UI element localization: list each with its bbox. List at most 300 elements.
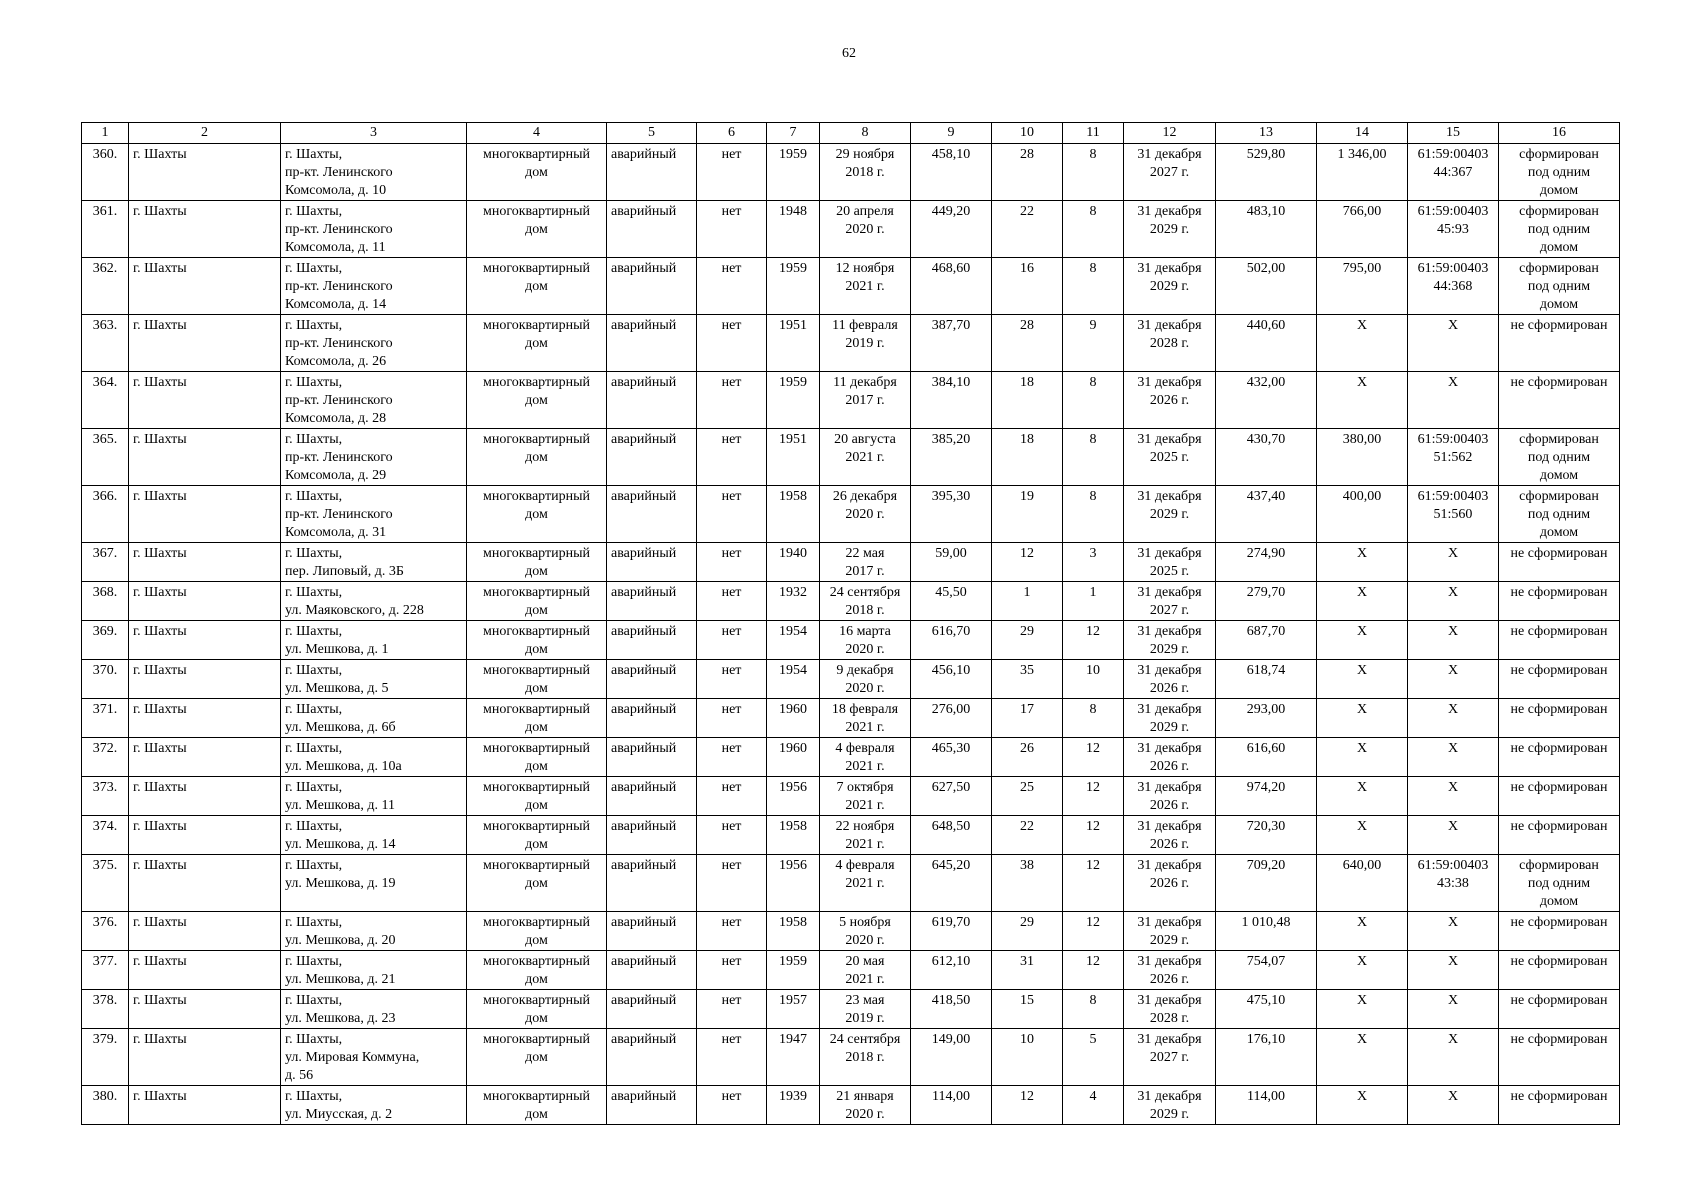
cadastral-number-cell: 61:59:00403 44:368: [1408, 258, 1499, 315]
value-cell: 687,70: [1216, 621, 1317, 660]
area-cell: 276,00: [911, 699, 992, 738]
land-status-cell: не сформирован: [1499, 777, 1620, 816]
year-cell: 1957: [767, 990, 820, 1029]
city-cell: г. Шахты: [129, 144, 281, 201]
deadline-cell: 31 декабря 2026 г.: [1124, 660, 1216, 699]
cadastral-number-cell: X: [1408, 315, 1499, 372]
apartments-cell: 8: [1063, 144, 1124, 201]
year-cell: 1948: [767, 201, 820, 258]
apartments-cell: 12: [1063, 951, 1124, 990]
address-cell: г. Шахты, пер. Липовый, д. 3Б: [281, 543, 467, 582]
date-cell: 22 мая 2017 г.: [820, 543, 911, 582]
deadline-cell: 31 декабря 2028 г.: [1124, 990, 1216, 1029]
building-type-cell: многоквартирный дом: [467, 990, 607, 1029]
apartments-cell: 8: [1063, 258, 1124, 315]
year-cell: 1959: [767, 258, 820, 315]
land-area-cell: 380,00: [1317, 429, 1408, 486]
column-header: 15: [1408, 123, 1499, 144]
land-status-cell: не сформирован: [1499, 990, 1620, 1029]
cadastral-number-cell: X: [1408, 660, 1499, 699]
flag-cell: нет: [697, 429, 767, 486]
value-cell: 483,10: [1216, 201, 1317, 258]
deadline-cell: 31 декабря 2026 г.: [1124, 372, 1216, 429]
value-cell: 754,07: [1216, 951, 1317, 990]
land-status-cell: сформирован под одним домом: [1499, 144, 1620, 201]
land-status-cell: не сформирован: [1499, 372, 1620, 429]
row-number: 370.: [82, 660, 129, 699]
cadastral-number-cell: X: [1408, 699, 1499, 738]
city-cell: г. Шахты: [129, 912, 281, 951]
city-cell: г. Шахты: [129, 429, 281, 486]
date-cell: 20 апреля 2020 г.: [820, 201, 911, 258]
building-type-cell: многоквартирный дом: [467, 201, 607, 258]
condition-cell: аварийный: [607, 315, 697, 372]
city-cell: г. Шахты: [129, 621, 281, 660]
building-type-cell: многоквартирный дом: [467, 372, 607, 429]
condition-cell: аварийный: [607, 582, 697, 621]
area-cell: 619,70: [911, 912, 992, 951]
deadline-cell: 31 декабря 2029 г.: [1124, 1086, 1216, 1125]
address-cell: г. Шахты, ул. Мешкова, д. 6б: [281, 699, 467, 738]
address-cell: г. Шахты, пр-кт. Ленинского Комсомола, д. 28: [281, 372, 467, 429]
residents-cell: 25: [992, 777, 1063, 816]
apartments-cell: 1: [1063, 582, 1124, 621]
residents-cell: 17: [992, 699, 1063, 738]
row-number: 363.: [82, 315, 129, 372]
date-cell: 23 мая 2019 г.: [820, 990, 911, 1029]
date-cell: 21 января 2020 г.: [820, 1086, 911, 1125]
condition-cell: аварийный: [607, 738, 697, 777]
deadline-cell: 31 декабря 2028 г.: [1124, 315, 1216, 372]
building-type-cell: многоквартирный дом: [467, 1029, 607, 1086]
apartments-cell: 12: [1063, 621, 1124, 660]
value-cell: 529,80: [1216, 144, 1317, 201]
column-header: 2: [129, 123, 281, 144]
building-type-cell: многоквартирный дом: [467, 621, 607, 660]
cadastral-number-cell: X: [1408, 1086, 1499, 1125]
apartments-cell: 5: [1063, 1029, 1124, 1086]
cadastral-number-cell: 61:59:00403 45:93: [1408, 201, 1499, 258]
deadline-cell: 31 декабря 2025 г.: [1124, 543, 1216, 582]
land-status-cell: не сформирован: [1499, 816, 1620, 855]
deadline-cell: 31 декабря 2027 г.: [1124, 144, 1216, 201]
value-cell: 720,30: [1216, 816, 1317, 855]
flag-cell: нет: [697, 486, 767, 543]
area-cell: 45,50: [911, 582, 992, 621]
city-cell: г. Шахты: [129, 738, 281, 777]
area-cell: 465,30: [911, 738, 992, 777]
year-cell: 1932: [767, 582, 820, 621]
area-cell: 114,00: [911, 1086, 992, 1125]
row-number: 371.: [82, 699, 129, 738]
address-cell: г. Шахты, ул. Мешкова, д. 1: [281, 621, 467, 660]
building-type-cell: многоквартирный дом: [467, 429, 607, 486]
address-cell: г. Шахты, ул. Мешкова, д. 10а: [281, 738, 467, 777]
building-type-cell: многоквартирный дом: [467, 258, 607, 315]
apartments-cell: 8: [1063, 372, 1124, 429]
year-cell: 1959: [767, 372, 820, 429]
date-cell: 4 февраля 2021 г.: [820, 855, 911, 912]
column-header: 4: [467, 123, 607, 144]
residents-cell: 12: [992, 1086, 1063, 1125]
land-status-cell: не сформирован: [1499, 912, 1620, 951]
residents-cell: 22: [992, 201, 1063, 258]
land-status-cell: не сформирован: [1499, 699, 1620, 738]
area-cell: 149,00: [911, 1029, 992, 1086]
value-cell: 279,70: [1216, 582, 1317, 621]
column-header: 10: [992, 123, 1063, 144]
row-number: 380.: [82, 1086, 129, 1125]
deadline-cell: 31 декабря 2029 г.: [1124, 621, 1216, 660]
condition-cell: аварийный: [607, 144, 697, 201]
land-status-cell: не сформирован: [1499, 1086, 1620, 1125]
row-number: 379.: [82, 1029, 129, 1086]
row-number: 372.: [82, 738, 129, 777]
row-number: 378.: [82, 990, 129, 1029]
table-row: [82, 582, 1620, 621]
cadastral-number-cell: X: [1408, 621, 1499, 660]
column-header: 12: [1124, 123, 1216, 144]
building-type-cell: многоквартирный дом: [467, 912, 607, 951]
address-cell: г. Шахты, ул. Мешкова, д. 21: [281, 951, 467, 990]
area-cell: 384,10: [911, 372, 992, 429]
value-cell: 430,70: [1216, 429, 1317, 486]
cadastral-number-cell: X: [1408, 777, 1499, 816]
row-number: 369.: [82, 621, 129, 660]
value-cell: 974,20: [1216, 777, 1317, 816]
building-type-cell: многоквартирный дом: [467, 660, 607, 699]
city-cell: г. Шахты: [129, 372, 281, 429]
cadastral-number-cell: 61:59:00403 44:367: [1408, 144, 1499, 201]
apartments-cell: 12: [1063, 777, 1124, 816]
city-cell: г. Шахты: [129, 543, 281, 582]
condition-cell: аварийный: [607, 855, 697, 912]
address-cell: г. Шахты, ул. Маяковского, д. 228: [281, 582, 467, 621]
land-status-cell: не сформирован: [1499, 621, 1620, 660]
table-row: [82, 315, 1620, 372]
building-type-cell: многоквартирный дом: [467, 1086, 607, 1125]
column-header: 7: [767, 123, 820, 144]
row-number: 362.: [82, 258, 129, 315]
year-cell: 1954: [767, 660, 820, 699]
condition-cell: аварийный: [607, 1086, 697, 1125]
date-cell: 5 ноября 2020 г.: [820, 912, 911, 951]
row-number: 377.: [82, 951, 129, 990]
building-type-cell: многоквартирный дом: [467, 855, 607, 912]
building-type-cell: многоквартирный дом: [467, 486, 607, 543]
table-row: [82, 486, 1620, 543]
column-header: 6: [697, 123, 767, 144]
condition-cell: аварийный: [607, 621, 697, 660]
column-header: 13: [1216, 123, 1317, 144]
flag-cell: нет: [697, 1086, 767, 1125]
building-type-cell: многоквартирный дом: [467, 777, 607, 816]
residents-cell: 12: [992, 543, 1063, 582]
area-cell: 449,20: [911, 201, 992, 258]
land-status-cell: не сформирован: [1499, 738, 1620, 777]
residents-cell: 35: [992, 660, 1063, 699]
building-type-cell: многоквартирный дом: [467, 582, 607, 621]
row-number: 361.: [82, 201, 129, 258]
city-cell: г. Шахты: [129, 486, 281, 543]
city-cell: г. Шахты: [129, 816, 281, 855]
address-cell: г. Шахты, ул. Мешкова, д. 20: [281, 912, 467, 951]
building-type-cell: многоквартирный дом: [467, 144, 607, 201]
flag-cell: нет: [697, 315, 767, 372]
address-cell: г. Шахты, ул. Миусская, д. 2: [281, 1086, 467, 1125]
land-area-cell: X: [1317, 582, 1408, 621]
land-area-cell: X: [1317, 816, 1408, 855]
value-cell: 475,10: [1216, 990, 1317, 1029]
column-header: 3: [281, 123, 467, 144]
area-cell: 456,10: [911, 660, 992, 699]
condition-cell: аварийный: [607, 912, 697, 951]
flag-cell: нет: [697, 816, 767, 855]
date-cell: 11 февраля 2019 г.: [820, 315, 911, 372]
column-header: 8: [820, 123, 911, 144]
column-header: 14: [1317, 123, 1408, 144]
deadline-cell: 31 декабря 2029 г.: [1124, 912, 1216, 951]
table-row: [82, 699, 1620, 738]
address-cell: г. Шахты, ул. Мешкова, д. 19: [281, 855, 467, 912]
city-cell: г. Шахты: [129, 201, 281, 258]
city-cell: г. Шахты: [129, 1029, 281, 1086]
row-number: 367.: [82, 543, 129, 582]
value-cell: 618,74: [1216, 660, 1317, 699]
cadastral-number-cell: 61:59:00403 43:38: [1408, 855, 1499, 912]
flag-cell: нет: [697, 855, 767, 912]
apartments-cell: 8: [1063, 486, 1124, 543]
year-cell: 1958: [767, 912, 820, 951]
flag-cell: нет: [697, 258, 767, 315]
date-cell: 20 мая 2021 г.: [820, 951, 911, 990]
year-cell: 1947: [767, 1029, 820, 1086]
cadastral-number-cell: X: [1408, 543, 1499, 582]
table-row: [82, 372, 1620, 429]
cadastral-number-cell: X: [1408, 816, 1499, 855]
flag-cell: нет: [697, 621, 767, 660]
city-cell: г. Шахты: [129, 855, 281, 912]
area-cell: 385,20: [911, 429, 992, 486]
land-area-cell: X: [1317, 738, 1408, 777]
residents-cell: 1: [992, 582, 1063, 621]
flag-cell: нет: [697, 951, 767, 990]
table-row: [82, 1086, 1620, 1125]
page-number: 62: [842, 46, 856, 61]
land-area-cell: X: [1317, 699, 1408, 738]
table-row: [82, 660, 1620, 699]
address-cell: г. Шахты, ул. Мировая Коммуна, д. 56: [281, 1029, 467, 1086]
table-row: [82, 738, 1620, 777]
condition-cell: аварийный: [607, 543, 697, 582]
deadline-cell: 31 декабря 2027 г.: [1124, 1029, 1216, 1086]
date-cell: 11 декабря 2017 г.: [820, 372, 911, 429]
date-cell: 29 ноября 2018 г.: [820, 144, 911, 201]
table-header: [82, 123, 1620, 144]
area-cell: 648,50: [911, 816, 992, 855]
land-area-cell: X: [1317, 777, 1408, 816]
building-type-cell: многоквартирный дом: [467, 738, 607, 777]
condition-cell: аварийный: [607, 372, 697, 429]
column-header: 5: [607, 123, 697, 144]
address-cell: г. Шахты, ул. Мешкова, д. 14: [281, 816, 467, 855]
table-row: [82, 429, 1620, 486]
apartments-cell: 12: [1063, 816, 1124, 855]
row-number: 374.: [82, 816, 129, 855]
deadline-cell: 31 декабря 2029 г.: [1124, 201, 1216, 258]
year-cell: 1954: [767, 621, 820, 660]
address-cell: г. Шахты, ул. Мешкова, д. 5: [281, 660, 467, 699]
date-cell: 4 февраля 2021 г.: [820, 738, 911, 777]
flag-cell: нет: [697, 201, 767, 258]
row-number: 375.: [82, 855, 129, 912]
year-cell: 1960: [767, 699, 820, 738]
land-area-cell: 640,00: [1317, 855, 1408, 912]
land-status-cell: сформирован под одним домом: [1499, 486, 1620, 543]
column-header: 1: [82, 123, 129, 144]
table-row: [82, 951, 1620, 990]
apartments-cell: 8: [1063, 699, 1124, 738]
deadline-cell: 31 декабря 2026 г.: [1124, 816, 1216, 855]
land-status-cell: сформирован под одним домом: [1499, 258, 1620, 315]
land-area-cell: X: [1317, 372, 1408, 429]
row-number: 365.: [82, 429, 129, 486]
row-number: 360.: [82, 144, 129, 201]
value-cell: 274,90: [1216, 543, 1317, 582]
city-cell: г. Шахты: [129, 990, 281, 1029]
apartments-cell: 9: [1063, 315, 1124, 372]
land-area-cell: X: [1317, 951, 1408, 990]
area-cell: 387,70: [911, 315, 992, 372]
flag-cell: нет: [697, 912, 767, 951]
year-cell: 1939: [767, 1086, 820, 1125]
row-number: 366.: [82, 486, 129, 543]
residents-cell: 16: [992, 258, 1063, 315]
flag-cell: нет: [697, 660, 767, 699]
deadline-cell: 31 декабря 2027 г.: [1124, 582, 1216, 621]
city-cell: г. Шахты: [129, 315, 281, 372]
table-row: [82, 912, 1620, 951]
condition-cell: аварийный: [607, 777, 697, 816]
apartments-cell: 8: [1063, 429, 1124, 486]
area-cell: 616,70: [911, 621, 992, 660]
city-cell: г. Шахты: [129, 951, 281, 990]
apartments-cell: 12: [1063, 855, 1124, 912]
residents-cell: 18: [992, 429, 1063, 486]
land-area-cell: X: [1317, 315, 1408, 372]
land-status-cell: не сформирован: [1499, 315, 1620, 372]
land-status-cell: не сформирован: [1499, 1029, 1620, 1086]
deadline-cell: 31 декабря 2026 г.: [1124, 951, 1216, 990]
flag-cell: нет: [697, 777, 767, 816]
value-cell: 114,00: [1216, 1086, 1317, 1125]
table-row: [82, 777, 1620, 816]
value-cell: 432,00: [1216, 372, 1317, 429]
residents-cell: 29: [992, 912, 1063, 951]
area-cell: 645,20: [911, 855, 992, 912]
year-cell: 1958: [767, 816, 820, 855]
land-area-cell: X: [1317, 1086, 1408, 1125]
cadastral-number-cell: X: [1408, 582, 1499, 621]
land-area-cell: X: [1317, 621, 1408, 660]
land-area-cell: 795,00: [1317, 258, 1408, 315]
row-number: 373.: [82, 777, 129, 816]
building-type-cell: многоквартирный дом: [467, 543, 607, 582]
area-cell: 395,30: [911, 486, 992, 543]
flag-cell: нет: [697, 543, 767, 582]
land-area-cell: 766,00: [1317, 201, 1408, 258]
condition-cell: аварийный: [607, 486, 697, 543]
condition-cell: аварийный: [607, 660, 697, 699]
land-area-cell: X: [1317, 912, 1408, 951]
building-type-cell: многоквартирный дом: [467, 699, 607, 738]
land-status-cell: не сформирован: [1499, 660, 1620, 699]
column-header: 9: [911, 123, 992, 144]
table-row: [82, 855, 1620, 912]
apartments-cell: 10: [1063, 660, 1124, 699]
table-body: [82, 144, 1620, 1125]
date-cell: 26 декабря 2020 г.: [820, 486, 911, 543]
deadline-cell: 31 декабря 2029 г.: [1124, 258, 1216, 315]
cadastral-number-cell: X: [1408, 738, 1499, 777]
cadastral-number-cell: X: [1408, 372, 1499, 429]
date-cell: 7 октября 2021 г.: [820, 777, 911, 816]
date-cell: 24 сентября 2018 г.: [820, 1029, 911, 1086]
year-cell: 1958: [767, 486, 820, 543]
value-cell: 437,40: [1216, 486, 1317, 543]
land-status-cell: сформирован под одним домом: [1499, 429, 1620, 486]
table-row: [82, 990, 1620, 1029]
residents-cell: 22: [992, 816, 1063, 855]
column-header: 11: [1063, 123, 1124, 144]
address-cell: г. Шахты, ул. Мешкова, д. 11: [281, 777, 467, 816]
table-row: [82, 816, 1620, 855]
address-cell: г. Шахты, пр-кт. Ленинского Комсомола, д. 26: [281, 315, 467, 372]
address-cell: г. Шахты, пр-кт. Ленинского Комсомола, д. 29: [281, 429, 467, 486]
year-cell: 1956: [767, 777, 820, 816]
area-cell: 468,60: [911, 258, 992, 315]
value-cell: 709,20: [1216, 855, 1317, 912]
area-cell: 627,50: [911, 777, 992, 816]
year-cell: 1959: [767, 144, 820, 201]
year-cell: 1951: [767, 429, 820, 486]
land-status-cell: не сформирован: [1499, 582, 1620, 621]
deadline-cell: 31 декабря 2029 г.: [1124, 699, 1216, 738]
apartments-cell: 3: [1063, 543, 1124, 582]
condition-cell: аварийный: [607, 990, 697, 1029]
year-cell: 1956: [767, 855, 820, 912]
flag-cell: нет: [697, 372, 767, 429]
land-area-cell: X: [1317, 1029, 1408, 1086]
building-type-cell: многоквартирный дом: [467, 315, 607, 372]
address-cell: г. Шахты, пр-кт. Ленинского Комсомола, д. 31: [281, 486, 467, 543]
area-cell: 458,10: [911, 144, 992, 201]
date-cell: 9 декабря 2020 г.: [820, 660, 911, 699]
date-cell: 18 февраля 2021 г.: [820, 699, 911, 738]
address-cell: г. Шахты, ул. Мешкова, д. 23: [281, 990, 467, 1029]
land-status-cell: не сформирован: [1499, 951, 1620, 990]
city-cell: г. Шахты: [129, 699, 281, 738]
city-cell: г. Шахты: [129, 777, 281, 816]
residents-cell: 28: [992, 144, 1063, 201]
address-cell: г. Шахты, пр-кт. Ленинского Комсомола, д. 10: [281, 144, 467, 201]
building-type-cell: многоквартирный дом: [467, 816, 607, 855]
value-cell: 616,60: [1216, 738, 1317, 777]
apartments-cell: 4: [1063, 1086, 1124, 1125]
apartments-cell: 12: [1063, 738, 1124, 777]
deadline-cell: 31 декабря 2026 г.: [1124, 855, 1216, 912]
cadastral-number-cell: X: [1408, 990, 1499, 1029]
